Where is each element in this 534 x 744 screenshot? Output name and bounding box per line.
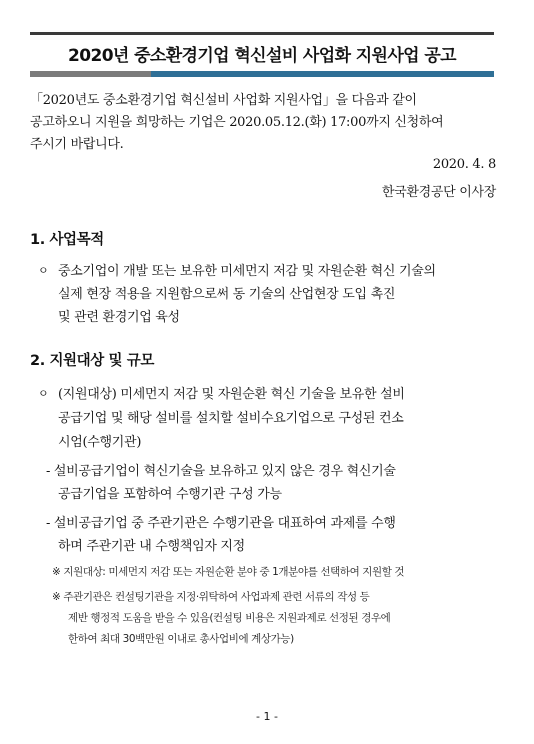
- title-rule-gray-segment: [30, 71, 151, 77]
- section-2-dash-2-line-1: - 설비공급기업 중 주관기관은 수행기관을 대표하여 과제를 수행: [46, 516, 396, 531]
- note-2-line-1: ※ 주관기관은 컨설팅기관을 지정·위탁하여 사업과제 관련 서류의 작성 등: [52, 591, 370, 603]
- title-rule-blue-segment: [151, 71, 494, 77]
- section-1-line-1: 중소기업이 개발 또는 보유한 미세먼지 저감 및 자원순환 혁신 기술의: [58, 264, 436, 279]
- section-2-dash-1-line-2: 공급기업을 포함하여 수행기관 구성 가능: [58, 487, 282, 502]
- title-block: [30, 32, 494, 77]
- note-2-line-3: 한하여 최대 30백만원 이내로 총사업비에 계상가능): [68, 633, 294, 645]
- issuer: 한국환경공단 이사장: [381, 185, 496, 200]
- title-bottom-rule: [30, 71, 494, 77]
- page-number: - 1 -: [256, 710, 278, 723]
- section-2-dash-2-line-2: 하며 주관기관 내 수행책임자 지정: [58, 539, 245, 554]
- announcement-date: 2020. 4. 8: [432, 157, 496, 172]
- section-1-heading: 1. 사업목적: [30, 232, 104, 248]
- note-2-line-2: 제반 행정적 도움을 받을 수 있음(컨설팅 비용은 지원과제로 선정된 경우에: [68, 612, 391, 624]
- section-2-dash-1-line-1: - 설비공급기업이 혁신기술을 보유하고 있지 않은 경우 혁신기술: [46, 464, 396, 479]
- section-2-heading: 2. 지원대상 및 규모: [30, 353, 154, 369]
- section-1-bullet: ㅇ: [38, 264, 49, 277]
- intro-line-3: 주시기 바랍니다.: [30, 137, 124, 152]
- intro-line-1: 「2020년도 중소환경기업 혁신설비 사업화 지원사업」을 다음과 같이: [30, 93, 417, 108]
- page-title: 2020년 중소환경기업 혁신설비 사업화 지원사업 공고: [68, 45, 456, 66]
- section-2-line-1: (지원대상) 미세먼지 저감 및 자원순환 혁신 기술을 보유한 설비: [58, 387, 405, 402]
- note-1: ※ 지원대상: 미세먼지 저감 또는 자원순환 분야 중 1개분야를 선택하여 지원할 것: [52, 566, 405, 578]
- section-1-line-3: 및 관련 환경기업 육성: [58, 310, 180, 325]
- section-1-line-2: 실제 현장 적용을 지원함으로써 동 기술의 산업현장 도입 촉진: [58, 287, 396, 302]
- section-2-line-3: 시엄(수행기관): [58, 435, 142, 450]
- intro-line-2: 공고하오니 지원을 희망하는 기업은 2020.05.12.(화) 17:00까지 신청하여: [30, 115, 444, 130]
- section-2-bullet: ㅇ: [38, 387, 49, 400]
- section-2-line-2: 공급기업 및 해당 설비를 설치할 설비수요기업으로 구성된 컨소: [58, 411, 404, 426]
